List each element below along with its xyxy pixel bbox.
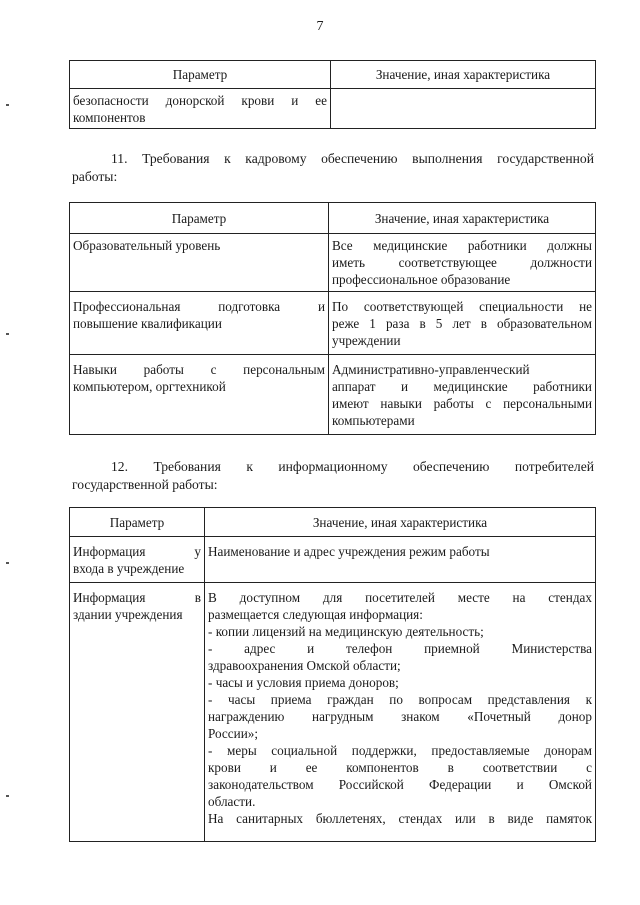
section-11-heading xyxy=(72,150,594,186)
cell-line: компьютером, оргтехникой xyxy=(73,379,226,394)
cell-line: компьютерами xyxy=(332,413,415,428)
cell-line: законодательством Российской Федерации и Омской xyxy=(208,777,592,792)
cell-line: здравоохранения Омской области; xyxy=(208,658,401,673)
staffing-table xyxy=(69,202,596,435)
table-cell-param xyxy=(70,537,205,583)
cell-line: входа в учреждение xyxy=(73,561,185,576)
section-line: работы: xyxy=(72,169,118,184)
section-line: 12. Требования к информационному обеспечению потребителей xyxy=(111,459,594,474)
cell-line: - адрес и телефон приемной Министерства xyxy=(208,641,592,656)
cell-line: награждению нагрудным знаком «Почетный донор xyxy=(208,709,592,724)
table-cell-value xyxy=(331,89,596,129)
cell-line: размещается следующая информация: xyxy=(208,607,423,622)
cell-line: Наименование и адрес учреждения режим работы xyxy=(208,544,490,559)
table-cell-param xyxy=(70,583,205,842)
table-row xyxy=(70,355,596,435)
cell-line: - копии лицензий на медицинскую деятельность; xyxy=(208,624,484,639)
table-cell-value xyxy=(329,234,596,292)
cell-line: Все медицинские работники должны xyxy=(332,238,592,253)
table-cell-value xyxy=(329,292,596,355)
cell-line: крови и ее компонентов в соответствии с xyxy=(208,760,592,775)
cell-line: аппарат и медицинские работники xyxy=(332,379,592,394)
information-table xyxy=(69,507,596,842)
table-header-value: Значение, иная характеристика xyxy=(205,508,596,537)
table-cell-value xyxy=(205,583,596,842)
table-cell-param xyxy=(70,355,329,435)
section-line: государственной работы: xyxy=(72,477,218,492)
cell-line: - часы приема граждан по вопросам представления к xyxy=(208,692,592,707)
table-continuation xyxy=(69,60,596,129)
cell-line: Административно-управленческий xyxy=(332,362,530,377)
table-header-param: Параметр xyxy=(70,508,205,537)
cell-line: имеют навыки работы с персональными xyxy=(332,396,592,411)
cell-line: В доступном для посетителей месте на стендах xyxy=(208,590,592,605)
cell-line: На санитарных бюллетенях, стендах или в виде памяток xyxy=(208,811,592,826)
table-row xyxy=(70,537,596,583)
cell-line: России»; xyxy=(208,726,259,741)
table-header-param: Параметр xyxy=(70,203,329,234)
page-number: 7 xyxy=(316,19,324,34)
cell-line: здании учреждения xyxy=(73,607,183,622)
table-row xyxy=(70,292,596,355)
cell-line: реже 1 раза в 5 лет в образовательном xyxy=(332,316,592,331)
cell-line: Профессиональная подготовка и xyxy=(73,299,325,314)
cell-line: По соответствующей специальности не xyxy=(332,299,592,314)
table-header-value: Значение, иная характеристика xyxy=(329,203,596,234)
cell-line: Информация в xyxy=(73,590,201,605)
cell-line: безопасности донорской крови и ее xyxy=(73,93,327,108)
section-12-heading xyxy=(72,458,594,494)
cell-line: иметь соответствующее должности xyxy=(332,255,592,270)
scan-mark xyxy=(6,795,9,797)
table-cell-param xyxy=(70,234,329,292)
table-cell-value xyxy=(205,537,596,583)
table-cell-value xyxy=(329,355,596,435)
cell-line: - часы и условия приема доноров; xyxy=(208,675,399,690)
cell-line: профессиональное образование xyxy=(332,272,511,287)
table-row xyxy=(70,583,596,842)
section-line: 11. Требования к кадровому обеспечению выполнения государственной xyxy=(111,151,594,166)
table-header-param: Параметр xyxy=(70,61,331,89)
table-cell-param xyxy=(70,89,331,129)
table-cell-param xyxy=(70,292,329,355)
cell-line: компонентов xyxy=(73,110,146,125)
cell-line: Информация у xyxy=(73,544,201,559)
cell-line: учреждении xyxy=(332,333,401,348)
cell-line: Образовательный уровень xyxy=(73,238,221,253)
cell-line: - меры социальной поддержки, предоставляемые донорам xyxy=(208,743,592,758)
table-header-value: Значение, иная характеристика xyxy=(331,61,596,89)
scan-mark xyxy=(6,104,9,106)
scan-mark xyxy=(6,562,9,564)
cell-line: области. xyxy=(208,794,256,809)
scan-mark xyxy=(6,333,9,335)
cell-line: Навыки работы с персональным xyxy=(73,362,325,377)
table-row xyxy=(70,234,596,292)
cell-line: повышение квалификации xyxy=(73,316,222,331)
